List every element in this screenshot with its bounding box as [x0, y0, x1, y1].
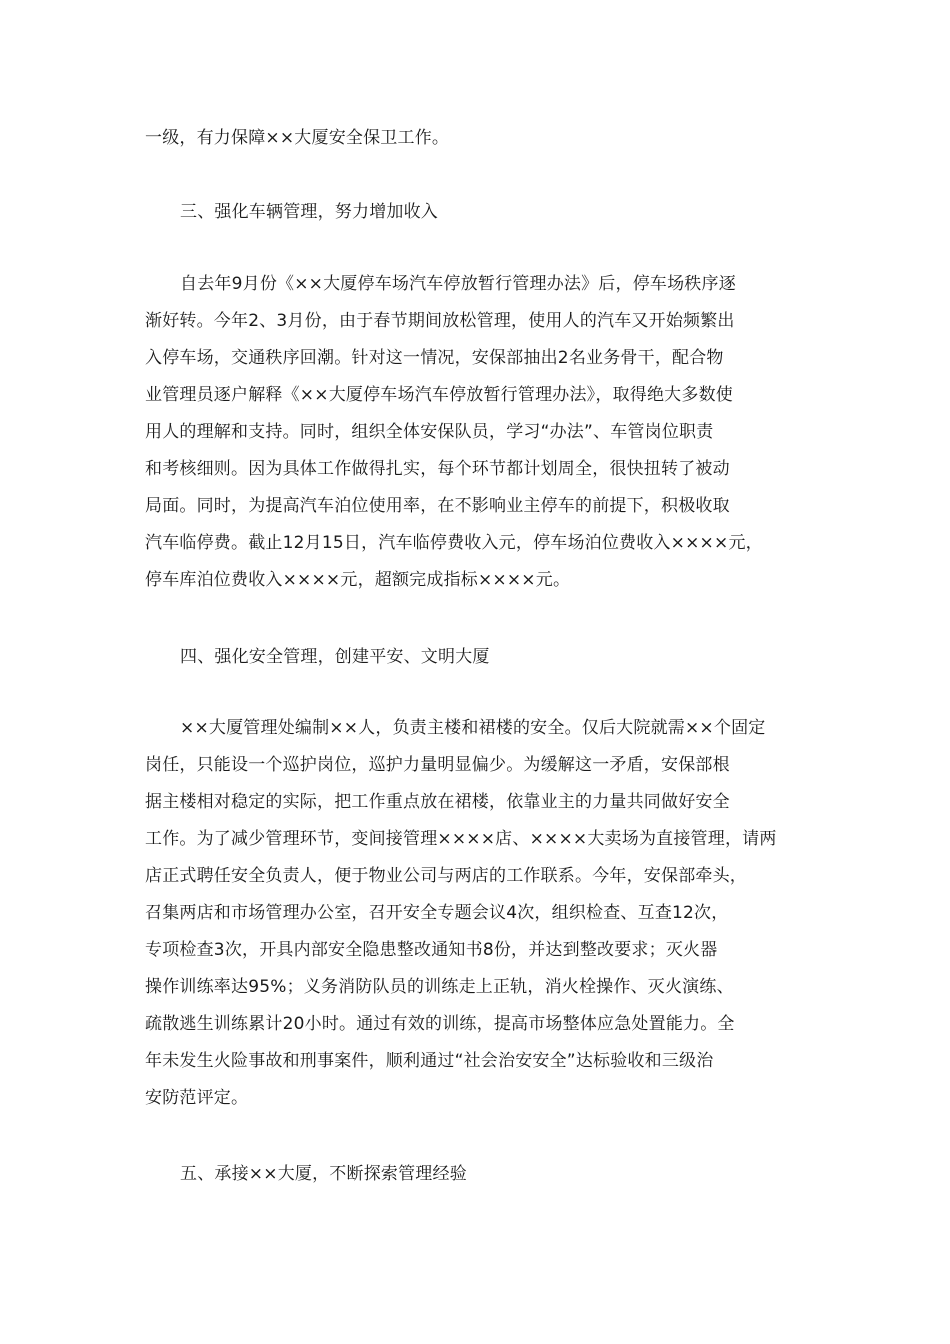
section-heading: 五、承接××大厦，不断探索管理经验 — [180, 1164, 467, 1184]
text-line: 据主楼相对稳定的实际，把工作重点放在裙楼，依靠业主的力量共同做好安全 — [145, 792, 730, 812]
text-line: 和考核细则。因为具体工作做得扎实，每个环节都计划周全，很快扭转了被动 — [145, 459, 730, 479]
text-line: 汽车临停费。截止12月15日，汽车临停费收入元，停车场泊位费收入××××元， — [145, 533, 763, 553]
text-line: 安防范评定。 — [145, 1088, 249, 1108]
text-line: 一级，有力保障××大厦安全保卫工作。 — [145, 128, 450, 148]
text-line: 业管理员逐户解释《××大厦停车场汽车停放暂行管理办法》，取得绝大多数使 — [145, 385, 733, 405]
section-heading: 四、强化安全管理，创建平安、文明大厦 — [180, 647, 490, 667]
text-line: 召集两店和市场管理办公室，召开安全专题会议4次，组织检查、互查12次， — [145, 903, 729, 923]
section-heading: 三、强化车辆管理，努力增加收入 — [180, 202, 438, 222]
text-line: 专项检查3次，开具内部安全隐患整改通知书8份，并达到整改要求；灭火器 — [145, 940, 718, 960]
text-line: 工作。为了减少管理环节，变间接管理××××店、××××大卖场为直接管理，请两 — [145, 829, 777, 849]
text-line: 岗任，只能设一个巡护岗位，巡护力量明显偏少。为缓解这一矛盾，安保部根 — [145, 755, 730, 775]
text-line: 渐好转。今年2、3月份，由于春节期间放松管理，使用人的汽车又开始频繁出 — [145, 311, 735, 331]
text-line: 自去年9月份《××大厦停车场汽车停放暂行管理办法》后，停车场秩序逐 — [180, 274, 736, 294]
text-line: 年未发生火险事故和刑事案件，顺利通过“社会治安安全”达标验收和三级治 — [145, 1051, 714, 1071]
text-line: 入停车场，交通秩序回潮。针对这一情况，安保部抽出2名业务骨干，配合物 — [145, 348, 724, 368]
text-line: ××大厦管理处编制××人，负责主楼和裙楼的安全。仅后大院就需××个固定 — [180, 718, 766, 738]
text-line: 操作训练率达95%；义务消防队员的训练走上正轨，消火栓操作、灭火演练、 — [145, 977, 734, 997]
text-line: 疏散逃生训练累计20小时。通过有效的训练，提高市场整体应急处置能力。全 — [145, 1014, 735, 1034]
text-line: 店正式聘任安全负责人，便于物业公司与两店的工作联系。今年，安保部牵头， — [145, 866, 747, 886]
text-line: 局面。同时，为提高汽车泊位使用率，在不影响业主停车的前提下，积极收取 — [145, 496, 730, 516]
text-line: 用人的理解和支持。同时，组织全体安保队员，学习“办法”、车管岗位职责 — [145, 422, 714, 442]
text-line: 停车库泊位费收入××××元，超额完成指标××××元。 — [145, 570, 571, 590]
